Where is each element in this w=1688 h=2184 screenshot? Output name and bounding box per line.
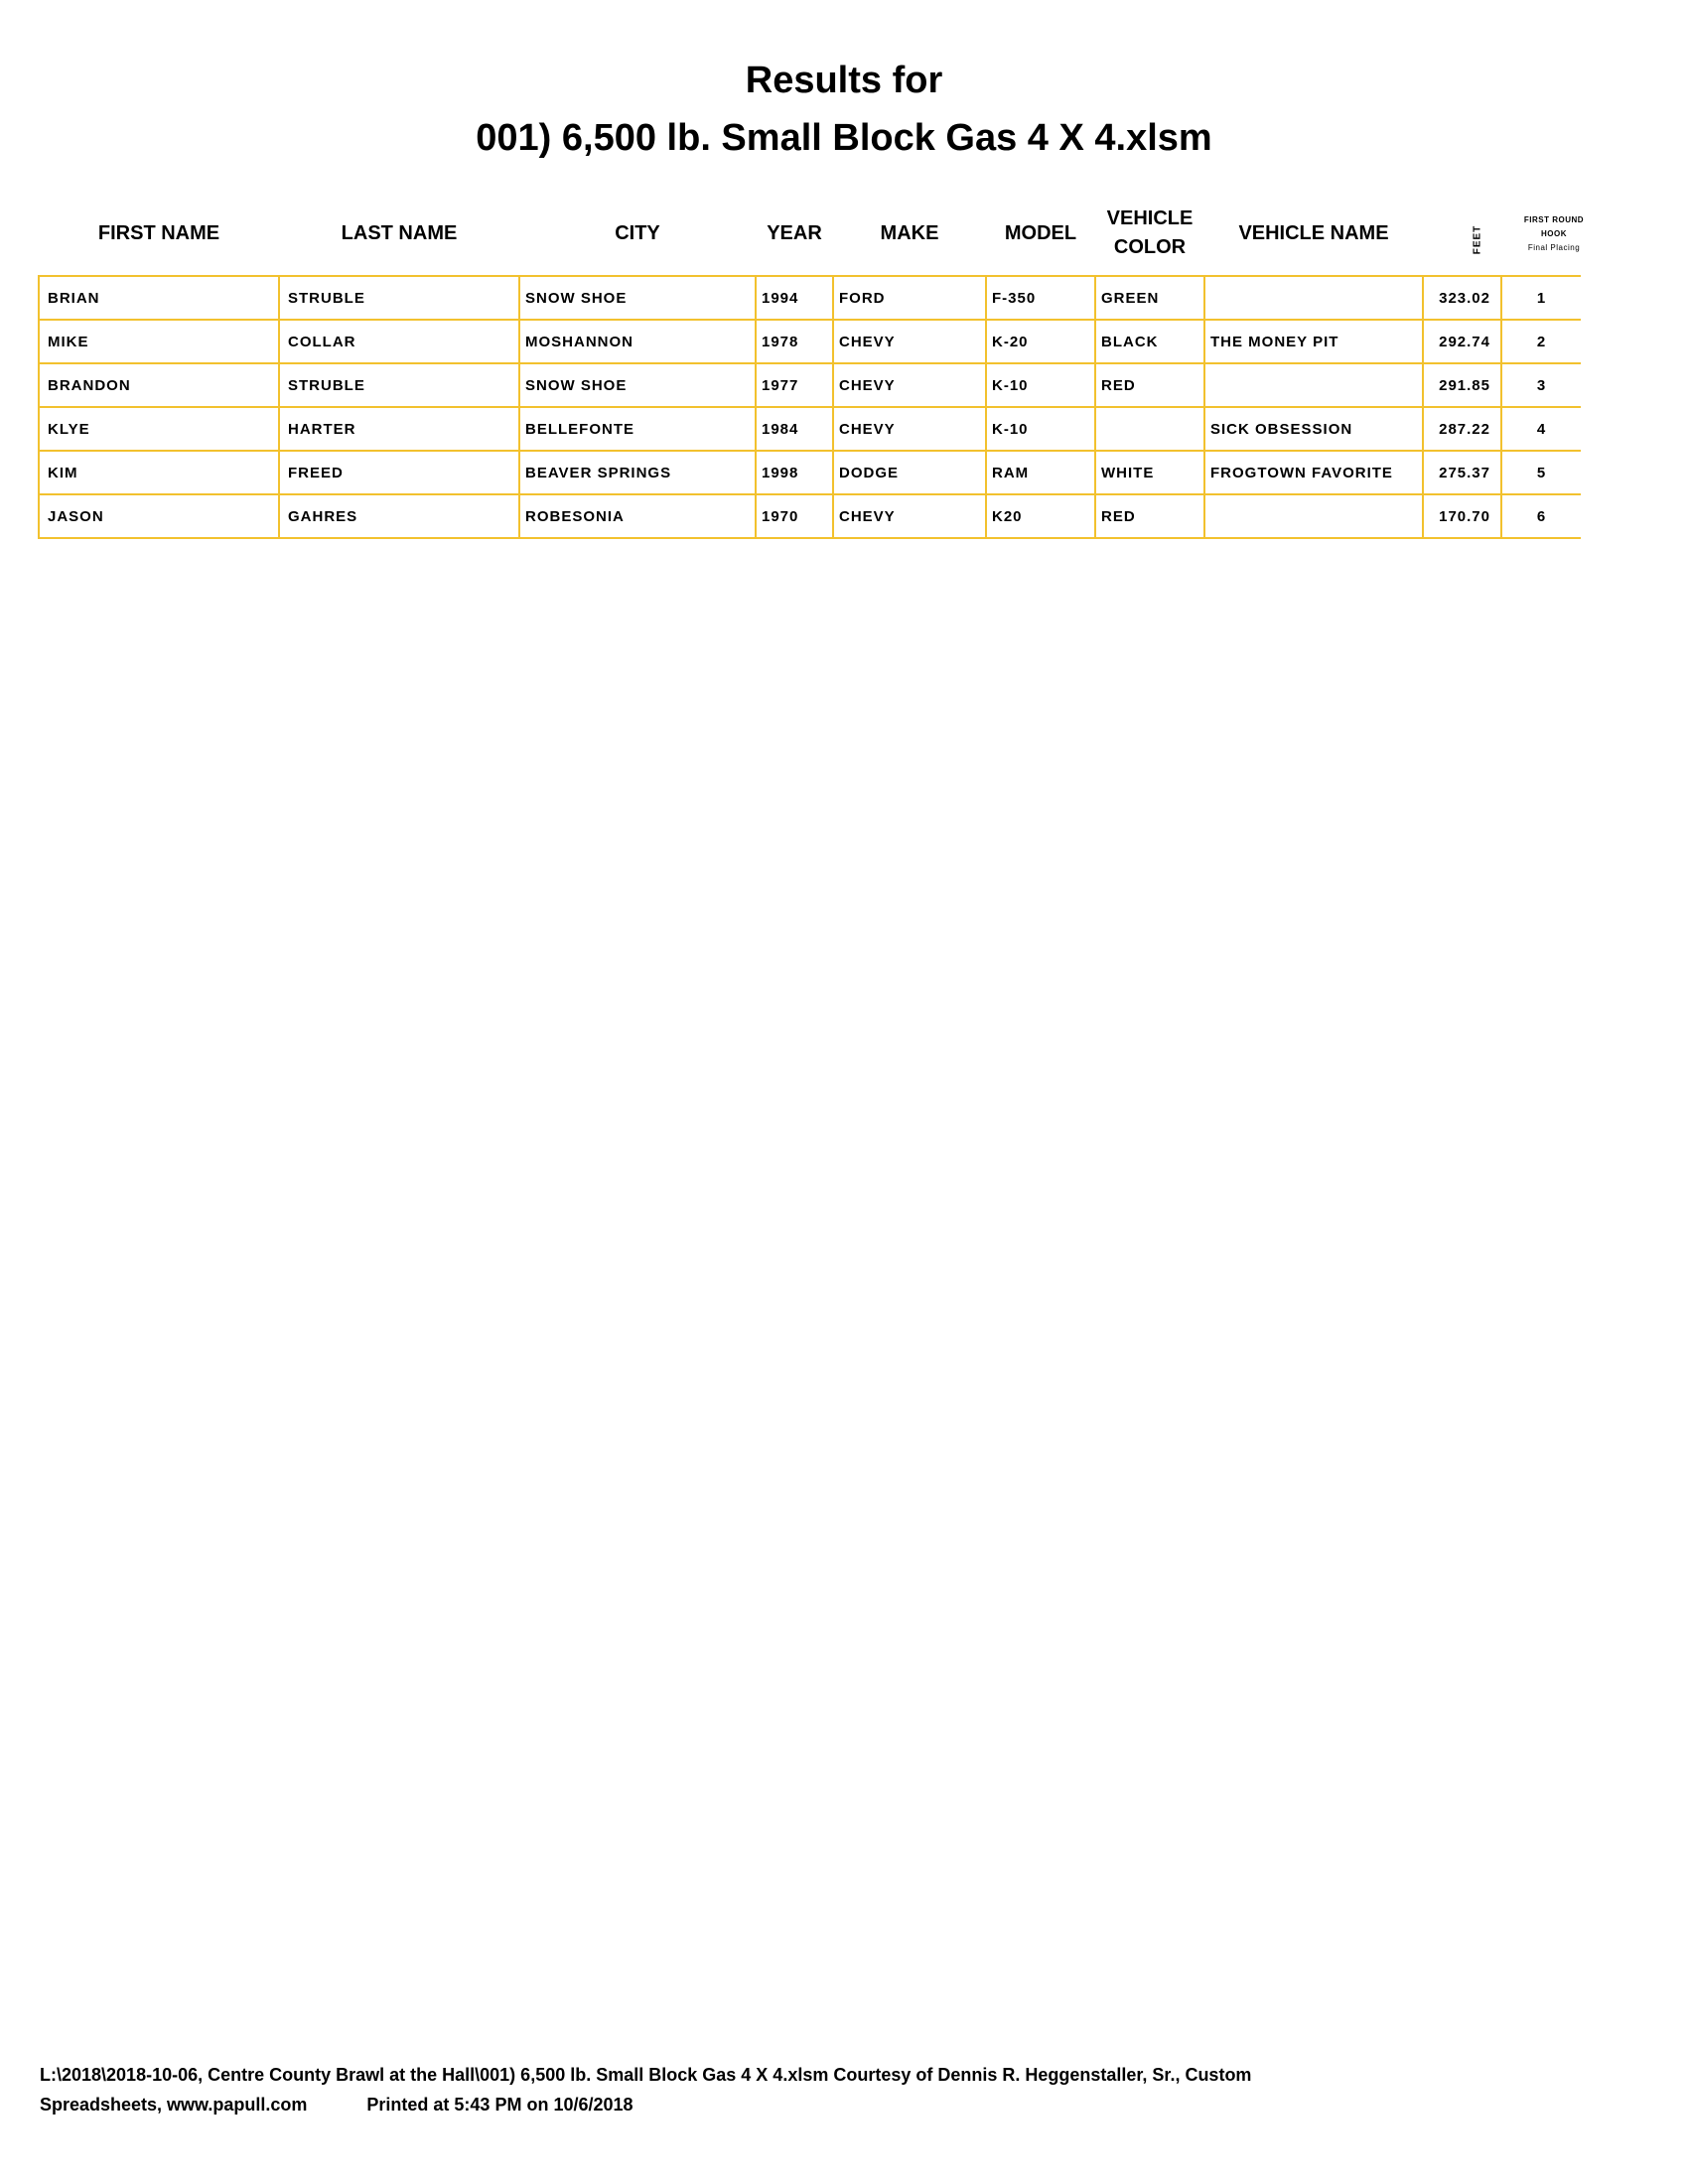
- cell-placing: 3: [1501, 363, 1581, 407]
- cell-model: K-10: [986, 407, 1095, 451]
- table-row: [39, 407, 1581, 451]
- cell-make: CHEVY: [833, 494, 986, 538]
- cell-vehicle-color: GREEN: [1095, 276, 1204, 320]
- cell-year: 1970: [756, 494, 833, 538]
- header-last-name: LAST NAME: [341, 221, 458, 244]
- cell-vehicle-color: BLACK: [1095, 320, 1204, 363]
- cell-last-name: STRUBLE: [279, 276, 519, 320]
- cell-feet: 287.22: [1423, 407, 1501, 451]
- header-vehicle-color-line-1: VEHICLE: [1106, 207, 1194, 229]
- header-vehicle-color: [1096, 199, 1203, 268]
- cell-model: RAM: [986, 451, 1095, 494]
- footer-path-line: L:\2018\2018-10-06, Centre County Brawl at the Hall\001) 6,500 lb. Small Block Gas 4 X 4.xlsm Courtesy of Dennis R. Heggenstaller, Sr., Custom: [40, 2065, 1252, 2085]
- footer-second-line: [40, 2090, 1648, 2119]
- cell-model: K-20: [986, 320, 1095, 363]
- table-row: [39, 276, 1581, 320]
- header-city: CITY: [615, 221, 660, 244]
- cell-feet: 292.74: [1423, 320, 1501, 363]
- cell-city: SNOW SHOE: [519, 276, 756, 320]
- header-make: MAKE: [880, 221, 939, 244]
- cell-placing: 1: [1501, 276, 1581, 320]
- table-row: [39, 451, 1581, 494]
- table-row: [39, 494, 1581, 538]
- cell-year: 1977: [756, 363, 833, 407]
- header-final-placing: [1519, 213, 1589, 255]
- cell-year: 1978: [756, 320, 833, 363]
- cell-year: 1994: [756, 276, 833, 320]
- cell-vehicle-color: [1095, 407, 1204, 451]
- cell-last-name: STRUBLE: [279, 363, 519, 407]
- cell-make: FORD: [833, 276, 986, 320]
- cell-vehicle-name: THE MONEY PIT: [1204, 320, 1423, 363]
- cell-last-name: FREED: [279, 451, 519, 494]
- header-hook-line-2: HOOK: [1541, 229, 1567, 238]
- cell-placing: 4: [1501, 407, 1581, 451]
- cell-year: 1984: [756, 407, 833, 451]
- table-row: [39, 320, 1581, 363]
- cell-placing: 5: [1501, 451, 1581, 494]
- cell-feet: 170.70: [1423, 494, 1501, 538]
- cell-model: K-10: [986, 363, 1095, 407]
- cell-first-name: BRANDON: [39, 363, 279, 407]
- footer-website: Spreadsheets, www.papull.com: [40, 2095, 308, 2115]
- cell-vehicle-name: SICK OBSESSION: [1204, 407, 1423, 451]
- page-title-line-2: 001) 6,500 lb. Small Block Gas 4 X 4.xlsm: [476, 117, 1212, 159]
- cell-feet: 291.85: [1423, 363, 1501, 407]
- header-first-name: FIRST NAME: [97, 221, 220, 244]
- cell-first-name: MIKE: [39, 320, 279, 363]
- cell-city: BEAVER SPRINGS: [519, 451, 756, 494]
- cell-placing: 6: [1501, 494, 1581, 538]
- cell-vehicle-name: [1204, 363, 1423, 407]
- header-hook-line-3: Final Placing: [1527, 243, 1581, 252]
- cell-vehicle-color: RED: [1095, 494, 1204, 538]
- page-title-line-1: Results for: [745, 60, 943, 101]
- header-vehicle-name: VEHICLE NAME: [1238, 221, 1389, 244]
- cell-make: DODGE: [833, 451, 986, 494]
- table-row: [39, 363, 1581, 407]
- cell-feet: 275.37: [1423, 451, 1501, 494]
- cell-placing: 2: [1501, 320, 1581, 363]
- footer-printed-timestamp: Printed at 5:43 PM on 10/6/2018: [366, 2095, 633, 2115]
- cell-year: 1998: [756, 451, 833, 494]
- cell-vehicle-name: [1204, 276, 1423, 320]
- cell-city: ROBESONIA: [519, 494, 756, 538]
- header-model: MODEL: [1004, 221, 1077, 244]
- header-hook-line-1: FIRST ROUND: [1523, 215, 1585, 224]
- cell-city: BELLEFONTE: [519, 407, 756, 451]
- results-table: [38, 275, 1581, 539]
- cell-city: MOSHANNON: [519, 320, 756, 363]
- cell-make: CHEVY: [833, 363, 986, 407]
- cell-first-name: KLYE: [39, 407, 279, 451]
- header-year: YEAR: [767, 221, 822, 244]
- cell-last-name: COLLAR: [279, 320, 519, 363]
- cell-last-name: GAHRES: [279, 494, 519, 538]
- cell-first-name: KIM: [39, 451, 279, 494]
- cell-vehicle-color: WHITE: [1095, 451, 1204, 494]
- cell-vehicle-name: [1204, 494, 1423, 538]
- cell-vehicle-color: RED: [1095, 363, 1204, 407]
- header-vehicle-color-line-2: COLOR: [1113, 236, 1187, 258]
- cell-model: F-350: [986, 276, 1095, 320]
- header-feet-label: FEET: [1472, 224, 1483, 254]
- cell-model: K20: [986, 494, 1095, 538]
- cell-feet: 323.02: [1423, 276, 1501, 320]
- header-feet: [1463, 218, 1492, 260]
- cell-first-name: BRIAN: [39, 276, 279, 320]
- cell-make: CHEVY: [833, 320, 986, 363]
- cell-city: SNOW SHOE: [519, 363, 756, 407]
- cell-last-name: HARTER: [279, 407, 519, 451]
- cell-first-name: JASON: [39, 494, 279, 538]
- cell-vehicle-name: FROGTOWN FAVORITE: [1204, 451, 1423, 494]
- cell-make: CHEVY: [833, 407, 986, 451]
- page-footer: [40, 2060, 1648, 2119]
